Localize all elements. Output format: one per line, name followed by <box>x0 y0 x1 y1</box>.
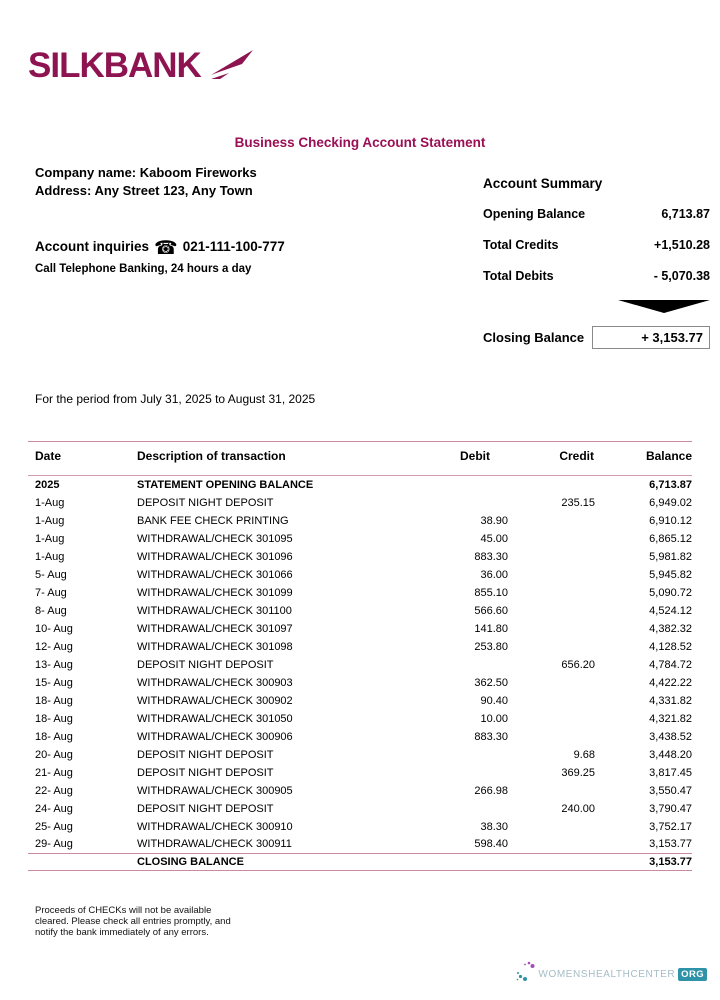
header-date: Date <box>28 442 128 476</box>
transaction-rows <box>28 476 692 854</box>
table-row <box>28 530 692 548</box>
arrow-down-icon <box>618 300 710 313</box>
cell-credit <box>508 566 602 584</box>
cell-date: 22- Aug <box>35 784 73 797</box>
cell-date: 24- Aug <box>35 802 73 815</box>
header-balance: Balance <box>602 442 692 476</box>
table-row <box>28 566 692 584</box>
account-inquiries-line <box>35 237 285 259</box>
header-credit: Credit <box>508 442 602 476</box>
cell-description: CLOSING BALANCE <box>128 854 420 871</box>
company-block <box>35 164 257 199</box>
watermark-text: WOMENSHEALTHCENTER <box>538 968 676 980</box>
cell-balance: 5,945.82 <box>649 568 692 581</box>
cell-debit: 90.40 <box>480 694 508 707</box>
footnote-line: notify the bank immediately of any errors. <box>35 927 209 938</box>
company-address-line: Address: Any Street 123, Any Town <box>35 182 253 198</box>
cell-description: DEPOSIT NIGHT DEPOSIT <box>137 766 274 779</box>
table-row <box>28 620 692 638</box>
header-debit: Debit <box>420 442 508 476</box>
cell-balance: 6,865.12 <box>649 532 692 545</box>
cell-credit <box>508 818 602 836</box>
cell-credit <box>508 782 602 800</box>
cell-credit: 235.15 <box>561 496 595 509</box>
table-row <box>28 494 692 512</box>
cell-balance: 3,817.45 <box>649 766 692 779</box>
table-row <box>28 602 692 620</box>
cell-debit: 883.30 <box>474 730 508 743</box>
inquiries-phone-number: 021-111-100-777 <box>182 239 285 254</box>
cell-date: 29- Aug <box>35 838 73 851</box>
account-summary-heading: Account Summary <box>483 176 603 191</box>
cell-date: 1-Aug <box>35 532 65 545</box>
cell-credit <box>508 710 602 728</box>
cell-debit <box>420 656 508 674</box>
cell-date: 20- Aug <box>35 748 73 761</box>
cell-date: 13- Aug <box>35 658 73 671</box>
footnote-line: cleared. Please check all entries promptly, and <box>35 916 231 927</box>
cell-balance: 3,752.17 <box>649 820 692 833</box>
table-row <box>28 548 692 566</box>
total-credits-value: +1,510.28 <box>654 238 710 252</box>
cell-balance: 6,713.87 <box>649 478 692 491</box>
telephone-icon: ☎ <box>154 237 178 259</box>
cell-balance: 3,153.77 <box>649 838 692 851</box>
cell-credit: 369.25 <box>561 766 595 779</box>
cell-balance: 6,910.12 <box>649 514 692 527</box>
cell-date: 2025 <box>35 478 60 491</box>
cell-description: WITHDRAWAL/CHECK 301100 <box>137 604 292 617</box>
cell-date: 12- Aug <box>35 640 73 653</box>
cell-description: WITHDRAWAL/CHECK 301096 <box>137 550 293 563</box>
table-row <box>28 836 692 854</box>
cell-debit: 253.80 <box>474 640 508 653</box>
cell-debit: 362.50 <box>474 676 508 689</box>
cell-credit <box>508 620 602 638</box>
cell-date: 1-Aug <box>35 496 65 509</box>
cell-description: DEPOSIT NIGHT DEPOSIT <box>137 802 274 815</box>
cell-date: 8- Aug <box>35 604 67 617</box>
cell-description: BANK FEE CHECK PRINTING <box>137 514 289 527</box>
telephone-banking-note: Call Telephone Banking, 24 hours a day <box>35 263 252 275</box>
total-credits-label: Total Credits <box>483 238 559 252</box>
footnote-line: Proceeds of CHECKs will not be available <box>35 905 212 916</box>
cell-credit <box>508 728 602 746</box>
cell-date <box>28 854 128 871</box>
cell-debit: 38.90 <box>480 514 508 527</box>
cell-balance: 4,382.32 <box>649 622 692 635</box>
table-row <box>28 818 692 836</box>
cell-debit: 45.00 <box>480 532 508 545</box>
cell-description: DEPOSIT NIGHT DEPOSIT <box>137 658 274 671</box>
cell-description: WITHDRAWAL/CHECK 301095 <box>137 532 293 545</box>
closing-balance-row <box>483 326 710 349</box>
total-debits-value: - 5,070.38 <box>653 269 710 283</box>
table-row <box>28 656 692 674</box>
table-row <box>28 674 692 692</box>
cell-credit <box>508 602 602 620</box>
cell-balance: 4,422.22 <box>649 676 692 689</box>
cell-description: DEPOSIT NIGHT DEPOSIT <box>137 496 274 509</box>
opening-balance-value: 6,713.87 <box>661 207 710 221</box>
cell-credit <box>508 530 602 548</box>
table-row <box>28 638 692 656</box>
cell-balance: 4,321.82 <box>649 712 692 725</box>
cell-description: WITHDRAWAL/CHECK 301098 <box>137 640 293 653</box>
cell-debit: 141.80 <box>474 622 508 635</box>
logo-swoosh-icon <box>209 48 253 80</box>
cell-date: 7- Aug <box>35 586 67 599</box>
cell-debit: 855.10 <box>474 586 508 599</box>
cell-description: WITHDRAWAL/CHECK 300905 <box>137 784 293 797</box>
cell-balance: 3,438.52 <box>649 730 692 743</box>
cell-balance: 3,790.47 <box>649 802 692 815</box>
total-credits-row <box>483 238 710 252</box>
closing-balance-value: + 3,153.77 <box>592 326 710 349</box>
cell-description: WITHDRAWAL/CHECK 300911 <box>137 838 292 851</box>
cell-debit: 266.98 <box>474 784 508 797</box>
cell-credit: 656.20 <box>561 658 595 671</box>
cell-description: WITHDRAWAL/CHECK 300903 <box>137 676 293 689</box>
cell-debit <box>420 746 508 764</box>
cell-credit <box>508 836 602 854</box>
table-header <box>28 442 692 476</box>
total-debits-label: Total Debits <box>483 269 554 283</box>
cell-date: 18- Aug <box>35 730 73 743</box>
site-watermark <box>516 966 707 982</box>
table-row <box>28 710 692 728</box>
table-row <box>28 746 692 764</box>
table-row <box>28 782 692 800</box>
cell-credit <box>508 512 602 530</box>
header-description: Description of transaction <box>128 442 420 476</box>
cell-debit <box>420 494 508 512</box>
closing-balance-section <box>28 854 692 871</box>
cell-credit <box>508 476 602 494</box>
cell-date: 5- Aug <box>35 568 67 581</box>
closing-balance-label: Closing Balance <box>483 330 585 345</box>
closing-balance-table-row <box>28 854 692 871</box>
cell-balance: 5,090.72 <box>649 586 692 599</box>
table-row <box>28 476 692 494</box>
cell-date: 25- Aug <box>35 820 73 833</box>
cell-description: WITHDRAWAL/CHECK 301099 <box>137 586 293 599</box>
table-row <box>28 692 692 710</box>
cell-debit <box>420 854 508 871</box>
bank-logo <box>28 46 253 86</box>
cell-description: WITHDRAWAL/CHECK 301050 <box>137 712 293 725</box>
cell-balance: 6,949.02 <box>649 496 692 509</box>
inquiries-label: Account inquiries <box>35 239 150 254</box>
cell-date: 18- Aug <box>35 694 73 707</box>
cell-balance: 3,448.20 <box>649 748 692 761</box>
company-name-line: Company name: Kaboom Fireworks <box>35 165 257 180</box>
cell-debit: 566.60 <box>474 604 508 617</box>
cell-balance: 4,331.82 <box>649 694 692 707</box>
cell-date: 10- Aug <box>35 622 73 635</box>
cell-balance: 4,128.52 <box>649 640 692 653</box>
opening-balance-label: Opening Balance <box>483 207 586 221</box>
cell-credit <box>508 638 602 656</box>
cell-balance: 5,981.82 <box>649 550 692 563</box>
statement-title: Business Checking Account Statement <box>234 135 486 150</box>
cell-date: 1-Aug <box>35 550 65 563</box>
cell-credit <box>508 854 602 871</box>
watermark-org-badge: ORG <box>678 968 707 981</box>
cell-balance: 3,153.77 <box>602 854 692 871</box>
cell-debit: 883.30 <box>474 550 508 563</box>
table-row <box>28 800 692 818</box>
cell-date: 1-Aug <box>35 514 65 527</box>
cell-debit <box>420 476 508 494</box>
cell-debit: 10.00 <box>480 712 508 725</box>
cell-description: WITHDRAWAL/CHECK 300910 <box>137 820 293 833</box>
cell-debit: 598.40 <box>474 838 508 851</box>
cell-debit: 36.00 <box>480 568 508 581</box>
cell-balance: 4,524.12 <box>649 604 692 617</box>
cell-description: WITHDRAWAL/CHECK 301097 <box>137 622 293 635</box>
cell-balance: 4,784.72 <box>649 658 692 671</box>
cell-description: WITHDRAWAL/CHECK 301066 <box>137 568 293 581</box>
watermark-dots-icon <box>516 960 536 982</box>
cell-debit: 38.30 <box>480 820 508 833</box>
table-row <box>28 584 692 602</box>
bank-logo-text: SILKBANK <box>28 46 201 85</box>
account-summary <box>483 176 710 349</box>
table-row <box>28 764 692 782</box>
cell-date: 21- Aug <box>35 766 73 779</box>
total-debits-row <box>483 269 710 283</box>
table-row <box>28 512 692 530</box>
cell-description: STATEMENT OPENING BALANCE <box>137 478 314 491</box>
footnote <box>35 905 231 938</box>
opening-balance-row <box>483 207 710 221</box>
cell-debit <box>420 800 508 818</box>
cell-date: 15- Aug <box>35 676 73 689</box>
table-row <box>28 728 692 746</box>
cell-credit: 9.68 <box>573 748 595 761</box>
cell-description: DEPOSIT NIGHT DEPOSIT <box>137 748 274 761</box>
cell-credit <box>508 584 602 602</box>
statement-period-line: For the period from July 31, 2025 to August 31, 2025 <box>35 392 316 406</box>
transactions-table <box>28 441 692 871</box>
cell-credit: 240.00 <box>561 802 595 815</box>
cell-description: WITHDRAWAL/CHECK 300902 <box>137 694 293 707</box>
cell-date: 18- Aug <box>35 712 73 725</box>
cell-balance: 3,550.47 <box>649 784 692 797</box>
cell-description: WITHDRAWAL/CHECK 300906 <box>137 730 293 743</box>
cell-credit <box>508 692 602 710</box>
cell-credit <box>508 674 602 692</box>
cell-credit <box>508 548 602 566</box>
cell-debit <box>420 764 508 782</box>
